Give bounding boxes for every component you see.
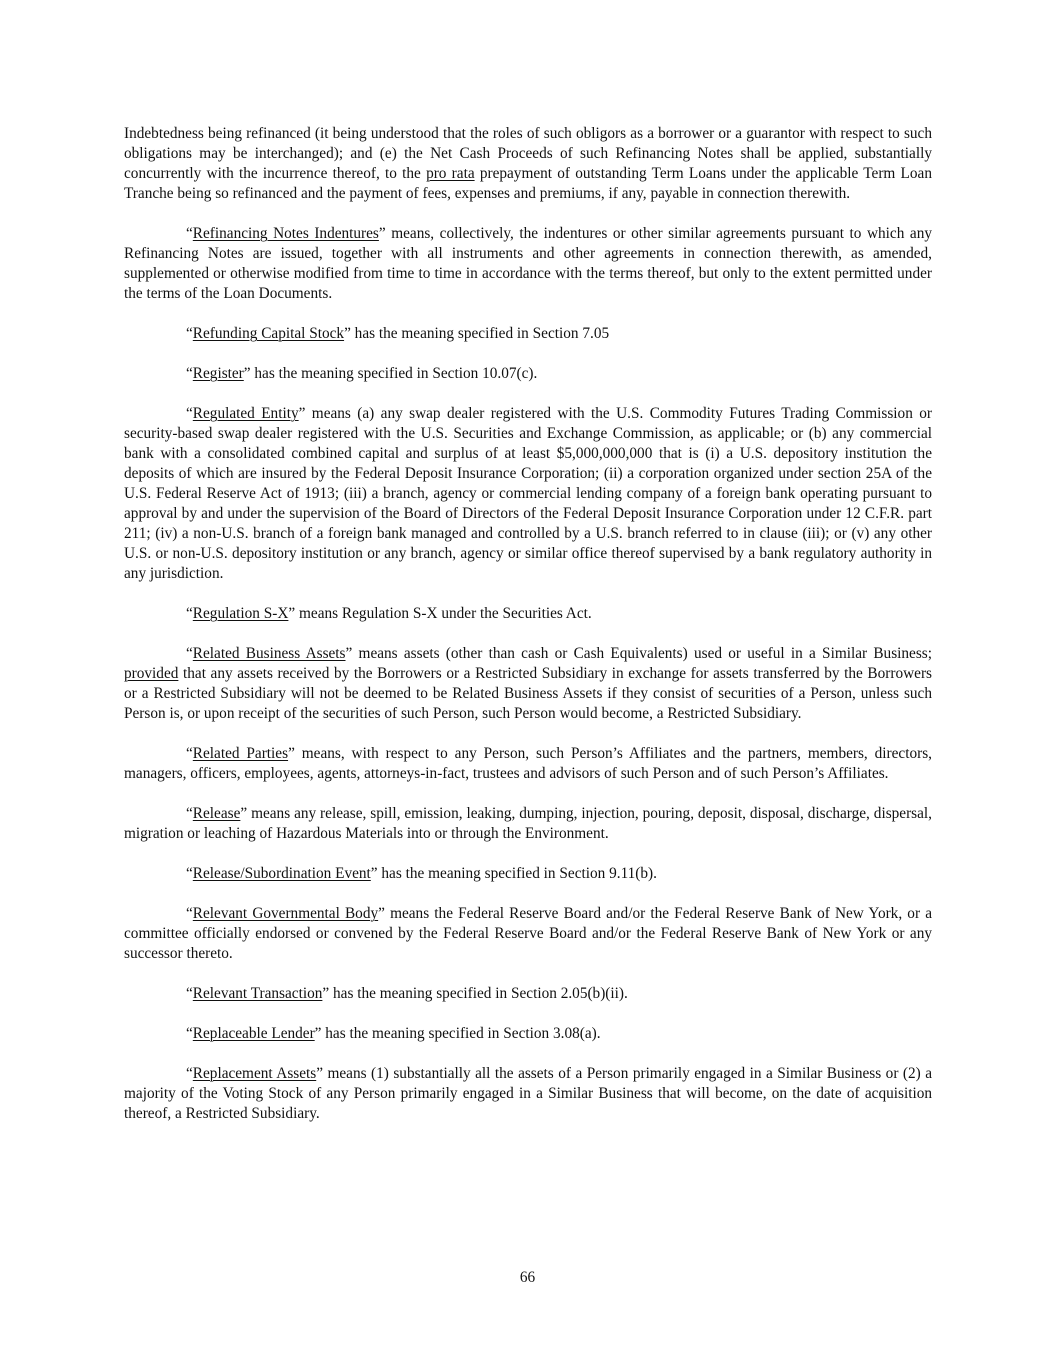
definition-refinancing-notes-indentures: “Refinancing Notes Indentures” means, collectively, the indentures or other similar agreements pursuant to which any Refinancing Notes are issued, together with all instruments and other agreements in connection therewith, as amended, supplemented or otherwise modified from time to time in accordance with the terms thereof, but only to the extent permitted under the terms of the Loan Documents.: [124, 225, 932, 302]
defined-term: Related Business Assets: [192, 645, 346, 662]
definition-replacement-assets: “Replacement Assets” means (1) substantially all the assets of a Person primarily engaged in a Similar Business or (2) a majority of the Voting Stock of any Person primarily engaged in a Similar Business that will become, on the date of acquisition thereof, a Restricted Subsidiary.: [124, 1065, 932, 1122]
defined-term: Register: [192, 365, 244, 382]
definition-regulation-s-x: “Regulation S-X” means Regulation S-X under the Securities Act.: [186, 605, 592, 622]
definition-register: “Register” has the meaning specified in Section 10.07(c).: [186, 365, 538, 382]
emphasis-term: pro rata: [426, 165, 475, 182]
definition-related-parties: “Related Parties” means, with respect to any Person, such Person’s Affiliates and the partners, members, directors, managers, officers, employees, agents, attorneys-in-fact, trustees and advisors of such Person and of such Person’s Affiliates.: [124, 745, 932, 782]
definition-relevant-transaction: “Relevant Transaction” has the meaning specified in Section 2.05(b)(ii).: [186, 985, 628, 1002]
defined-term: Refinancing Notes Indentures: [192, 225, 379, 242]
defined-term: Relevant Governmental Body: [192, 905, 379, 922]
definition-related-business-assets: “Related Business Assets” means assets (other than cash or Cash Equivalents) used or useful in a Similar Business; provided that any assets received by the Borrowers or a Restricted Subsidiary in exchange for assets transferred by the Borrowers or a Restricted Subsidiary will not be deemed to be Related Business Assets if they consist of securities of a Person, unless such Person is, or upon receipt of the securities of such Person, such Person would become, a Restricted Subsidiary.: [124, 645, 932, 722]
defined-term: Related Parties: [192, 745, 289, 762]
definition-replaceable-lender: “Replaceable Lender” has the meaning specified in Section 3.08(a).: [186, 1025, 601, 1042]
defined-term: Replacement Assets: [192, 1065, 317, 1082]
defined-term: Regulation S-X: [192, 605, 289, 622]
defined-term: Relevant Transaction: [192, 985, 323, 1002]
emphasis-term: provided: [124, 665, 179, 682]
defined-term: Release/Subordination Event: [192, 865, 371, 882]
defined-term: Refunding Capital Stock: [192, 325, 345, 342]
definition-refunding-capital-stock: “Refunding Capital Stock” has the meaning specified in Section 7.05: [186, 325, 610, 342]
defined-term: Replaceable Lender: [192, 1025, 315, 1042]
definition-release-subordination-event: “Release/Subordination Event” has the meaning specified in Section 9.11(b).: [186, 865, 657, 882]
definition-relevant-governmental-body: “Relevant Governmental Body” means the Federal Reserve Board and/or the Federal Reserve Bank of New York, or a committee officially endorsed or convened by the Federal Reserve Board and/or the Federal Reserve Bank of New York or any successor thereto.: [124, 905, 932, 962]
page-body: [124, 124, 932, 1144]
paragraph-continuation: Indebtedness being refinanced (it being understood that the roles of such obligors as a borrower or a guarantor with respect to such obligations may be interchanged); and (e) the Net Cash Proceeds of such Refinancing Notes shall be applied, substantially concurrently with the incurrence thereof, to the pro rata prepayment of outstanding Term Loans under the applicable Term Loan Tranche being so refinanced and the payment of fees, expenses and premiums, if any, payable in connection therewith.: [124, 125, 932, 202]
defined-term: Regulated Entity: [192, 405, 299, 422]
definition-regulated-entity: “Regulated Entity” means (a) any swap dealer registered with the U.S. Commodity Futures Trading Commission or security-based swap dealer registered with the U.S. Securities and Exchange Commission, as applicable; or (b) any commercial bank with a consolidated combined capital and surplus of at least $5,000,000,000 that is (i) a U.S. depository institution the deposits of which are insured by the Federal Deposit Insurance Corporation; (ii) a corporation organized under section 25A of the U.S. Federal Reserve Act of 1913; (iii) a branch, agency or commercial lending company of a foreign bank operating pursuant to approval by and under the supervision of the Board of Directors of the Federal Deposit Insurance Corporation under 12 C.F.R. part 211; (iv) a non-U.S. branch of a foreign bank managed and controlled by a U.S. branch referred to in clause (iii); or (v) any other U.S. or non-U.S. depository institution or any branch, agency or similar office thereof supervised by a bank regulatory authority in any jurisdiction.: [124, 405, 932, 582]
defined-term: Release: [192, 805, 241, 822]
page-number: 66: [519, 1269, 536, 1286]
definition-release: “Release” means any release, spill, emission, leaking, dumping, injection, pouring, deposit, disposal, discharge, dispersal, migration or leaching of Hazardous Materials into or through the Environment.: [124, 805, 932, 842]
